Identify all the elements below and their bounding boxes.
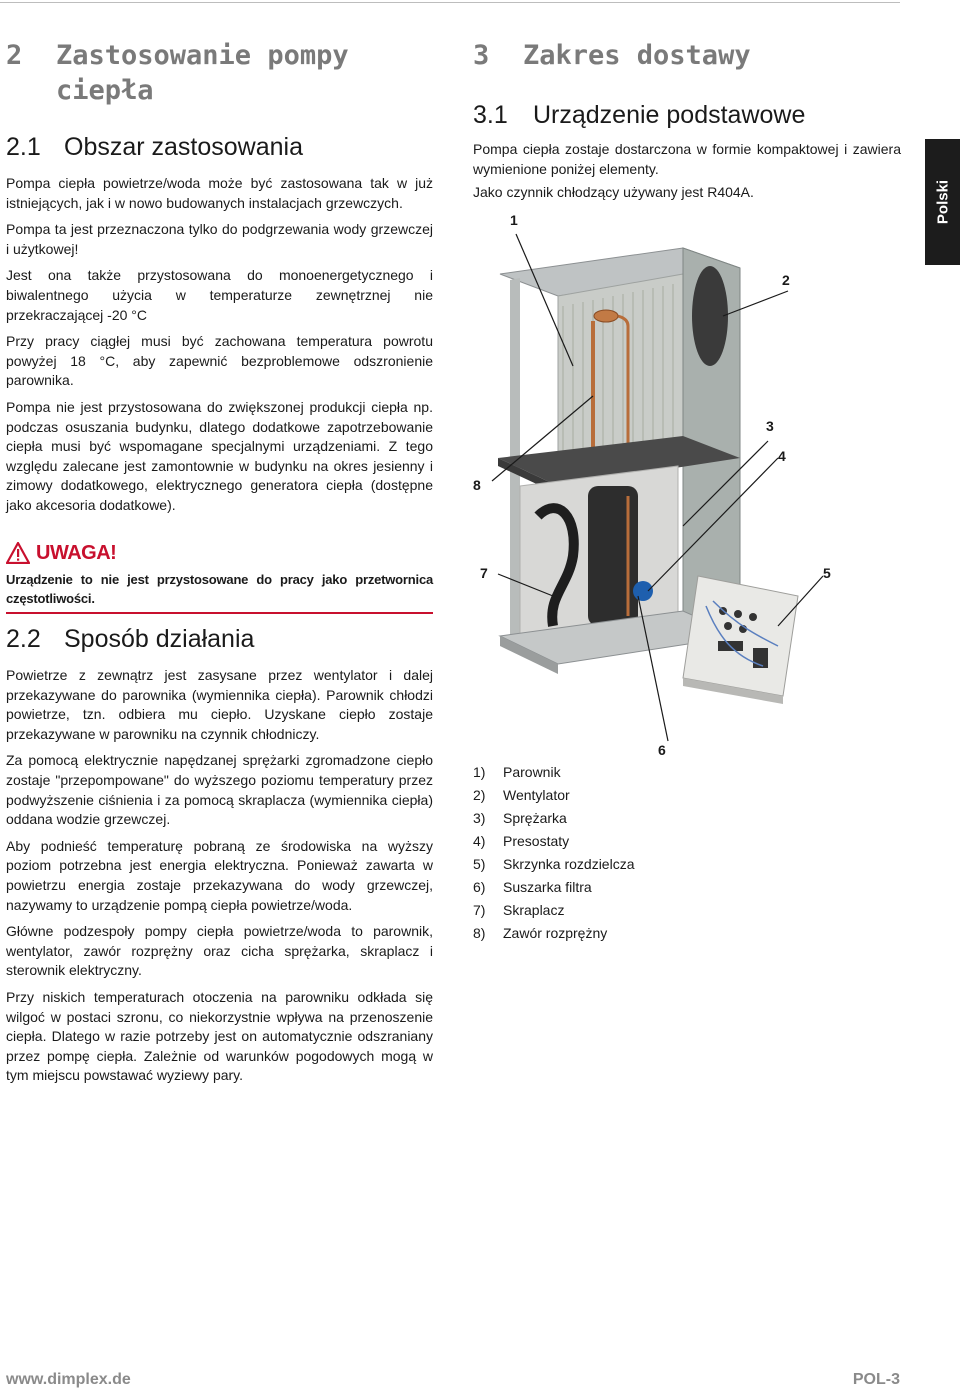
paragraph: Pompa nie jest przystosowana do zwiększonej produkcji ciepła np. podczas osuszania budynku, dlatego dodatkowe zapotrzebowanie ciepła musi być wspomagane specjalnymi urządzeniami. Z tego względu zalecane jest zamontownie w budynku na okres jesienny i zimowy dodatkowego, elektrycznego generatora ciepła (dostępne jako akcesoria dodatkowe).	[6, 398, 433, 513]
language-tab-label: Polski	[934, 179, 951, 225]
warning-header	[6, 540, 433, 566]
list-item: 2) Wentylator	[473, 787, 570, 803]
callout-8: 8	[473, 477, 481, 493]
paragraph: Główne podzespoły pompy ciepła powietrze/woda to parownik, wentylator, zawór rozprężny oraz cicha sprężarka, skraplacz i sterownik elektryczny.	[6, 923, 433, 979]
callout-6: 6	[658, 742, 666, 758]
section-2-1-heading	[6, 132, 433, 162]
warning-triangle-icon	[6, 542, 30, 564]
right-column	[473, 38, 901, 210]
warning-title: UWAGA!	[36, 541, 117, 564]
section-2-2	[6, 624, 433, 1093]
chapter-title-line1: Zastosowanie pompy	[56, 40, 349, 71]
list-item: 7) Skraplacz	[473, 902, 565, 918]
chapter-number: 2	[6, 40, 23, 71]
callout-4: 4	[778, 448, 786, 464]
list-item: 3) Sprężarka	[473, 810, 567, 826]
top-rule	[0, 2, 900, 3]
paragraph: Za pomocą elektrycznie napędzanej sprężarki zgromadzone ciepło zostaje "przepompowane" do wyższego poziomu temperatury przez podwyższenie ciśnienia i za pomocą skraplacza (wymiennika ciepła) oddana wodzie grzewczej.	[6, 752, 433, 828]
callout-7: 7	[480, 565, 488, 581]
list-item: 1) Parownik	[473, 764, 561, 780]
section-title: Obszar zastosowania	[64, 133, 304, 161]
callout-3: 3	[766, 418, 774, 434]
section-number: 3.1	[473, 101, 508, 129]
component-legend	[473, 761, 635, 945]
chapter-title: Zakres dostawy	[523, 40, 751, 71]
paragraph: Powietrze z zewnątrz jest zasysane przez wentylator i dalej przekazywane do parownika (wymiennika ciepła). Parownik chłodzi powietrze, tzn. odbiera mu ciepło. Uzyskane ciepło zostaje przekazywane w parowniku na czynnik chłodniczy.	[6, 667, 433, 742]
paragraph: Pompa ciepła powietrze/woda może być zastosowana tak w już istniejących, jak i w nowo budowanych instalacjach grzewczych.	[6, 175, 433, 211]
paragraph: Pompa ciepła zostaje dostarczona w formie kompaktowej i zawiera wymienione poniżej elementy.	[473, 141, 901, 177]
callout-1: 1	[510, 212, 518, 228]
list-item: 5) Skrzynka rozdzielcza	[473, 856, 635, 872]
page-number: POL-3	[852, 1371, 900, 1388]
warning-box	[6, 540, 433, 614]
chapter-title-line2: ciepła	[56, 75, 154, 106]
callout-5: 5	[823, 565, 831, 581]
paragraph: Przy niskich temperaturach otoczenia na parowniku odkłada się wilgoć w postaci szronu, co niekorzystnie wpływa na przenoszenie ciepła. Dlatego w razie potrzeby jest on automatycznie odszraniany przez pompę ciepła. Zależnie od warunków pogodowych mogą w tym miejscu powstawać wyziewy pary.	[6, 988, 433, 1084]
warning-text: Urządzenie to nie jest przystosowane do pracy jako przetwornica częstotliwości.	[6, 570, 433, 614]
section-title: Sposób działania	[64, 625, 255, 653]
section-title: Urządzenie podstawowe	[533, 101, 806, 129]
section-number: 2.1	[6, 133, 41, 161]
list-item: 4) Presostaty	[473, 833, 570, 849]
chapter-number: 3	[473, 40, 490, 71]
chapter-3-heading	[473, 38, 901, 73]
section-3-1-heading	[473, 100, 901, 130]
left-column	[6, 38, 433, 523]
paragraph: Pompa ta jest przeznaczona tylko do podgrzewania wody grzewczej i użytkowej!	[6, 221, 433, 257]
chapter-2-heading	[6, 38, 433, 108]
footer-url[interactable]: www.dimplex.de	[6, 1371, 131, 1388]
paragraph: Przy pracy ciągłej musi być zachowana temperatura powrotu powyżej 18 °C, aby zapewnić bezproblemowe odszronienie parownika.	[6, 333, 433, 389]
callout-2: 2	[782, 272, 790, 288]
section-number: 2.2	[6, 625, 41, 653]
language-tab	[925, 139, 960, 265]
paragraph: Aby podnieść temperaturę pobraną ze środowiska na wyższy poziom potrzebna jest energia elektryczna. Ponieważ zawarta w powietrzu energia zostaje przekazywana do wody grzewczej, nazywamy to urządzenie pompą ciepła powietrze/woda.	[6, 837, 433, 913]
list-item: 6) Suszarka filtra	[473, 879, 592, 895]
list-item: 8) Zawór rozprężny	[473, 925, 608, 941]
paragraph: Jest ona także przystosowana do monoenergetycznego i biwalentnego użycia w temperaturze zewnętrznej nie przekraczającej -20 °C	[6, 267, 433, 323]
section-2-2-heading	[6, 624, 433, 654]
heat-pump-photo	[478, 196, 858, 756]
paragraph: Jako czynnik chłodzący używany jest R404A.	[473, 184, 754, 201]
